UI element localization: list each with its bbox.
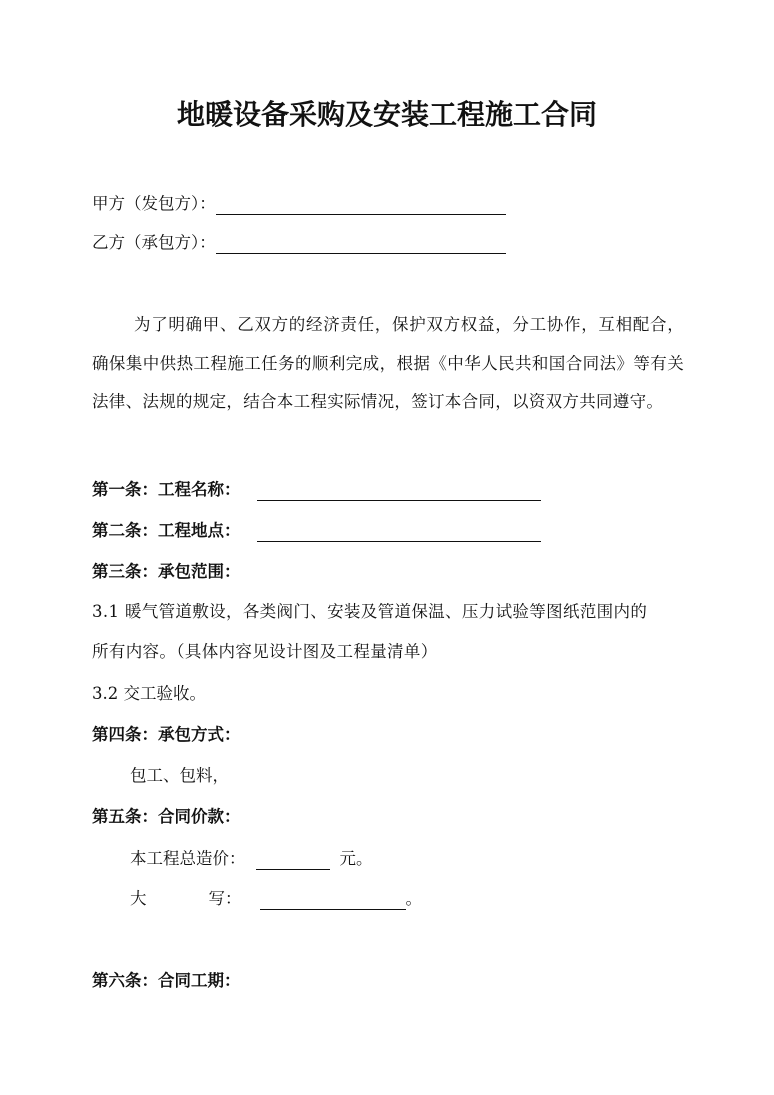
capital-amount-row: [130, 888, 422, 910]
document-title: 地暖设备采购及安装工程施工合同: [176, 98, 597, 131]
article-1-row: [92, 479, 541, 501]
party-b-row: [92, 232, 506, 254]
project-location-blank[interactable]: [257, 523, 541, 542]
party-a-blank[interactable]: [216, 196, 506, 215]
article-4-heading: 第四条：承包方式：: [92, 725, 241, 744]
contract-mode: 包工、包料，: [130, 766, 229, 785]
party-b-label: 乙方（承包方）：: [92, 233, 216, 252]
capital-end: 。: [405, 889, 422, 908]
party-a-label: 甲方（发包方）：: [92, 194, 216, 213]
project-name-blank[interactable]: [257, 482, 541, 501]
scope-3-1-line1: 3.1 暖气管道敷设，各类阀门、安装及管道保温、压力试验等图纸范围内的: [92, 602, 648, 621]
total-price-row: [130, 848, 373, 870]
capital-label-1: 大: [130, 889, 147, 908]
capital-label-2: 写：: [208, 889, 242, 908]
article-2-row: [92, 520, 541, 542]
article-6-heading: 第六条：合同工期：: [92, 971, 241, 990]
scope-3-1-line2: 所有内容。（具体内容见设计图及工程量清单）: [92, 642, 438, 661]
intro-paragraph: 为了明确甲、乙双方的经济责任，保护双方权益，分工协作，互相配合，确保集中供热工程施工任务的顺利完成，根据《中华人民共和国合同法》等有关法律、法规的规定，结合本工程实际情况，签订本合同，以资双方共同遵守。: [92, 315, 684, 411]
party-b-blank[interactable]: [216, 235, 506, 254]
article-2-heading: 第二条：工程地点：: [92, 521, 241, 540]
scope-3-2: 3.2 交工验收。: [92, 684, 206, 703]
article-3-heading: 第三条：承包范围：: [92, 562, 241, 581]
capital-amount-blank[interactable]: [260, 891, 406, 910]
article-5-heading: 第五条：合同价款：: [92, 807, 241, 826]
party-a-row: [92, 193, 506, 215]
total-price-blank[interactable]: [256, 851, 330, 870]
total-price-label: 本工程总造价：: [130, 849, 246, 868]
article-1-heading: 第一条：工程名称：: [92, 480, 241, 499]
total-price-unit: 元。: [339, 849, 373, 868]
